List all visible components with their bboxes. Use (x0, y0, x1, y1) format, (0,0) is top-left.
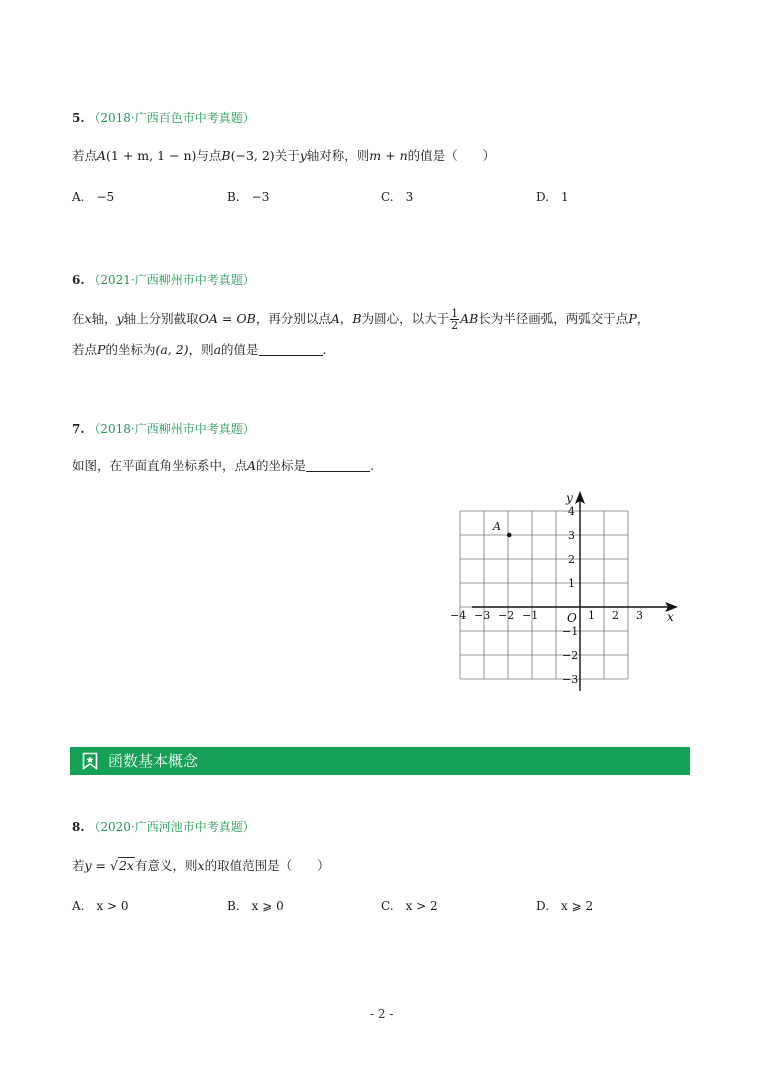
x-tick-label: −2 (498, 609, 515, 622)
q6-number: 6. (72, 273, 85, 287)
x-tick-label: −3 (474, 609, 491, 622)
origin-label: O (567, 611, 577, 625)
q5-source: （2018·广西百色市中考真题） (88, 111, 255, 125)
q7-header (72, 421, 255, 437)
q6-text: 若点 (72, 342, 98, 357)
x-tick-label: 1 (588, 609, 595, 622)
y-tick-label: −2 (562, 649, 579, 662)
q5-math: m + n (369, 148, 408, 163)
q8-source: （2020·广西河池市中考真题） (88, 820, 255, 834)
q5-option-d: D. 1 (536, 190, 569, 204)
q6-text: ，再分别以点 (255, 311, 331, 326)
q5-math: A (97, 148, 107, 163)
q6-math: x (84, 311, 92, 326)
q6-text: 长为半径画弧，两弧交于点 (478, 311, 629, 326)
bookmark-star-icon (82, 752, 98, 770)
q8-option-a: A. x > 0 (72, 899, 129, 913)
q6-frac-denominator: 2 (451, 319, 459, 332)
q6-line1 (72, 304, 649, 334)
q6-math: A (330, 311, 340, 326)
q6-math: (a, 2) (155, 342, 189, 357)
q7-coordinate-graph (450, 485, 690, 695)
q6-text: 的坐标为 (105, 342, 156, 357)
q6-math: a (213, 342, 222, 357)
point-a-dot (507, 533, 512, 538)
x-tick-label: 3 (636, 609, 643, 622)
y-tick-label: 2 (568, 553, 575, 566)
y-tick-label: −1 (562, 625, 579, 638)
q6-math: P (628, 311, 637, 326)
x-tick-label: −4 (450, 609, 467, 622)
y-tick-label: 4 (568, 505, 575, 518)
q6-text: . (322, 342, 327, 357)
q6-math: OA = OB (198, 311, 256, 326)
q5-stem (72, 147, 495, 165)
q6-header (72, 272, 255, 288)
q5-header (72, 110, 255, 126)
x-tick-label: 2 (612, 609, 619, 622)
q6-line2 (72, 341, 327, 359)
q6-frac-numerator: 1 (451, 307, 459, 320)
q8-text: 的取值范围是（ ） (204, 858, 330, 873)
q6-math: AB (460, 311, 479, 326)
q8-text: 若 (72, 858, 85, 873)
q7-answer-blank (306, 459, 370, 472)
q5-text: 关于 (274, 148, 300, 163)
y-axis-label: y (566, 491, 573, 505)
q7-text: 的坐标是 (256, 458, 307, 473)
y-tick-label: −3 (562, 673, 579, 686)
q8-option-d: D. x ⩾ 2 (536, 899, 594, 913)
x-axis-label: x (667, 610, 674, 624)
q6-text: ， (339, 311, 353, 326)
q6-answer-blank (259, 343, 323, 356)
q6-text: ， (636, 311, 650, 326)
q5-text: 的值是（ ） (407, 148, 496, 163)
q7-number: 7. (72, 422, 85, 436)
x-tick-label: −1 (522, 609, 539, 622)
y-tick-label: 1 (568, 577, 575, 590)
q8-number: 8. (72, 820, 85, 834)
q5-option-b: B. −3 (227, 190, 270, 204)
q5-option-a: A. −5 (72, 190, 115, 204)
section-header (70, 747, 690, 775)
q5-text: 与点 (196, 148, 222, 163)
q5-option-c: C. 3 (381, 190, 414, 204)
q8-option-c: C. x > 2 (381, 899, 438, 913)
q6-math: B (352, 311, 362, 326)
q7-source: （2018·广西柳州市中考真题） (88, 422, 255, 436)
q5-text: 若点 (72, 148, 98, 163)
q6-text: 轴， (91, 311, 117, 326)
q6-math: P (97, 342, 106, 357)
q8-text: 有意义，则 (134, 858, 198, 873)
q8-math: y = (84, 858, 110, 873)
q8-option-b: B. x ⩾ 0 (227, 899, 284, 913)
page-number: - 2 - (370, 1007, 394, 1021)
q8-math: x (197, 858, 205, 873)
q8-header (72, 819, 255, 835)
q6-fraction (450, 308, 459, 331)
q5-math: B (221, 148, 231, 163)
q6-text: ，则 (188, 342, 214, 357)
q6-source: （2021·广西柳州市中考真题） (88, 273, 255, 287)
q7-text: 如图，在平面直角坐标系中，点 (72, 458, 248, 473)
y-tick-label: 3 (568, 529, 575, 542)
section-title: 函数基本概念 (108, 752, 199, 770)
q8-sqrt-radicand: 2x (118, 858, 134, 873)
q6-text: 在 (72, 311, 85, 326)
q5-number: 5. (72, 111, 85, 125)
q7-stem (72, 457, 374, 475)
q7-text: . (370, 458, 375, 473)
q6-math: y (116, 311, 124, 326)
q8-sqrt-sign: √ (110, 858, 118, 873)
q6-text: 轴上分别截取 (123, 311, 199, 326)
q6-text: 为圆心，以大于 (361, 311, 450, 326)
q5-text: 轴对称，则 (306, 148, 370, 163)
q6-text: 的值是 (221, 342, 259, 357)
q5-math: (1 + m, 1 − n) (106, 148, 197, 163)
q7-math: A (247, 458, 257, 473)
point-a-label: A (493, 520, 501, 533)
q8-stem (72, 857, 330, 875)
q5-math: y (299, 148, 307, 163)
q5-math: (−3, 2) (230, 148, 275, 163)
